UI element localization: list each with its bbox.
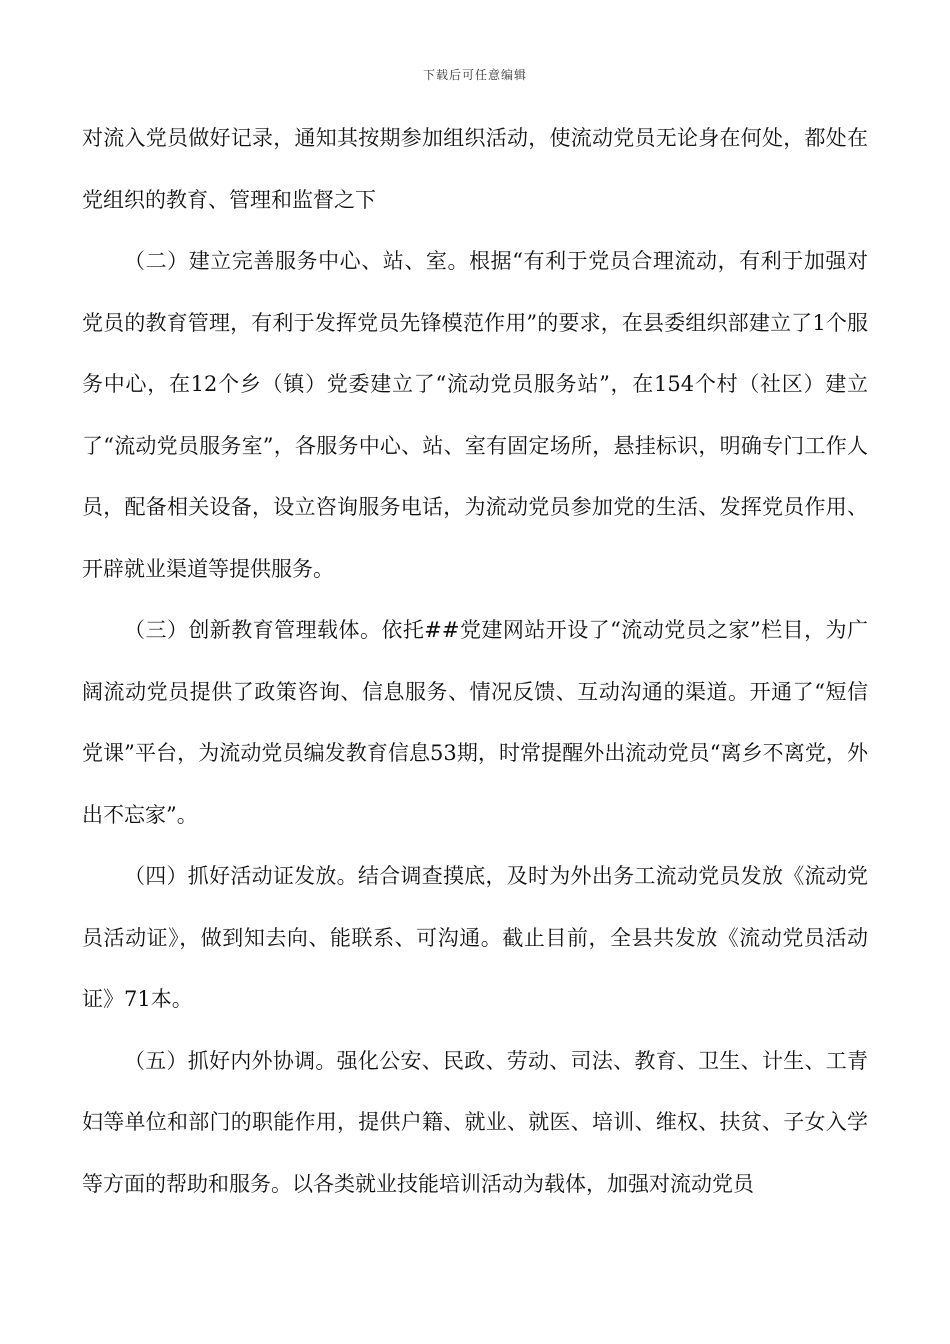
paragraph-continuation: 对流入党员做好记录，通知其按期参加组织活动，使流动党员无论身在何处，都处在党组织的教育、管理和监督之下 xyxy=(82,126,868,212)
document-body xyxy=(82,108,868,1215)
paragraph-activity-certificate: （四）抓好活动证发放。结合调查摸底，及时为外出务工流动党员发放《流动党员活动证》，做到知去向、能联系、可沟通。截止目前，全县共发放《流动党员活动证》71本。 xyxy=(82,864,868,1011)
paragraph-service-centers: （二）建立完善服务中心、站、室。根据“有利于党员合理流动，有利于加强对党员的教育管理，有利于发挥党员先锋模范作用”的要求，在县委组织部建立了1个服务中心，在12个乡（镇）党委建立了“流动党员服务站”，在154个村（社区）建立了“流动党员服务室”，各服务中心、站、室有固定场所，悬挂标识，明确专门工作人员，配备相关设备，设立咨询服务电话，为流动党员参加党的生活、发挥党员作用、开辟就业渠道等提供服务。 xyxy=(82,249,868,581)
paragraph-coordination: （五）抓好内外协调。强化公安、民政、劳动、司法、教育、卫生、计生、工青妇等单位和部门的职能作用，提供户籍、就业、就医、培训、维权、扶贫、子女入学等方面的帮助和服务。以各类就业技能培训活动为载体，加强对流动党员 xyxy=(82,1048,868,1196)
page-header: 下载后可任意编辑 xyxy=(422,68,527,82)
paragraph-education-carrier: （三）创新教育管理载体。依托##党建网站开设了“流动党员之家”栏目，为广阔流动党员提供了政策咨询、信息服务、情况反馈、互动沟通的渠道。开通了“短信党课”平台，为流动党员编发教育信息53期，时常提醒外出流动党员“离乡不离党，外出不忘家”。 xyxy=(82,618,868,827)
